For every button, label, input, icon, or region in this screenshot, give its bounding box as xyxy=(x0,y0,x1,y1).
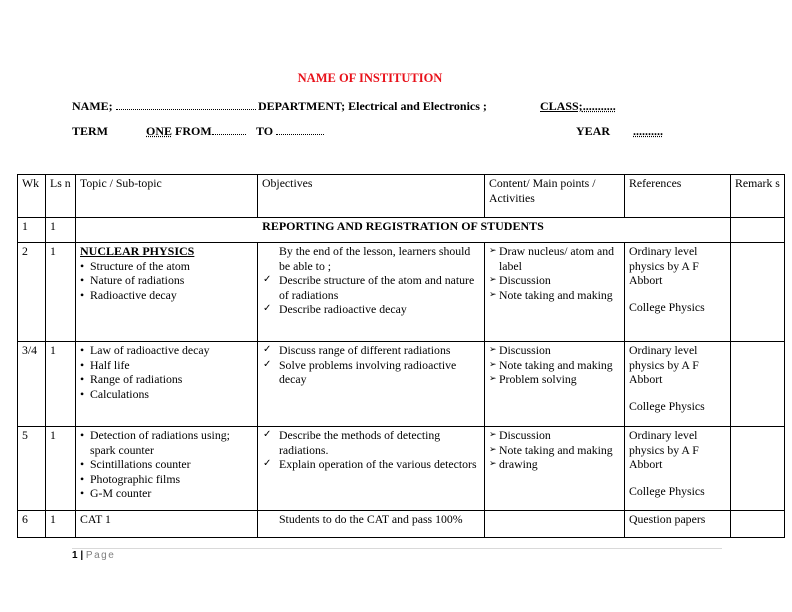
reference-main: Ordinary level physics by A F Abbort xyxy=(629,244,699,288)
list-item-text: Detection of radiations using; spark counter xyxy=(90,428,230,457)
objective-intro: By the end of the lesson, learners should be able to ; xyxy=(279,244,471,273)
row1-ln: 1 xyxy=(46,218,76,243)
row2-topic xyxy=(76,243,258,342)
header-remarks: Remark s xyxy=(731,175,785,218)
row3-ln: 1 xyxy=(46,342,76,427)
list-item: ➢ Problem solving xyxy=(489,372,620,387)
topic-list xyxy=(80,428,253,457)
from-label: FROM xyxy=(175,124,212,138)
header-ln: Ls n xyxy=(46,175,76,218)
name-dots xyxy=(116,99,256,110)
row4-ln: 1 xyxy=(46,427,76,511)
row1-banner: REPORTING AND REGISTRATION OF STUDENTS xyxy=(76,218,731,243)
row1-remarks xyxy=(731,218,785,243)
header-content: Content/ Main points / Activities xyxy=(485,175,625,218)
term-label: TERM xyxy=(72,124,108,138)
row4-objectives xyxy=(258,427,485,511)
page-footer xyxy=(72,550,115,561)
row5-ln: 1 xyxy=(46,511,76,538)
header-objectives: Objectives xyxy=(258,175,485,218)
row2-content xyxy=(485,243,625,342)
to-dots xyxy=(276,124,324,135)
term-from-field xyxy=(146,124,246,139)
list-item: ➢ Draw nucleus/ atom and label xyxy=(489,244,620,273)
list-item: ➢ Note taking and making xyxy=(489,443,620,458)
header-wk: Wk xyxy=(18,175,46,218)
list-item: • Photographic films xyxy=(90,472,253,487)
table-row xyxy=(18,243,785,342)
row3-topic xyxy=(76,342,258,427)
row4-topic xyxy=(76,427,258,511)
year-label: YEAR xyxy=(576,124,611,138)
footer-divider xyxy=(72,548,722,549)
row4-references xyxy=(625,427,731,511)
list-item: • Scintillations counter xyxy=(90,457,253,472)
list-item: ✓ Describe the methods of detecting radiations. xyxy=(262,428,480,457)
list-item: ➢ drawing xyxy=(489,457,620,472)
term-value: ONE xyxy=(146,124,173,138)
row3-wk: 3/4 xyxy=(18,342,46,427)
header-topic: Topic / Sub-topic xyxy=(76,175,258,218)
objective-list xyxy=(262,273,480,317)
row5-remarks xyxy=(731,511,785,538)
year-dots-text: .......... xyxy=(633,124,663,138)
row4-remarks xyxy=(731,427,785,511)
list-item: • Calculations xyxy=(90,387,253,402)
table-header-row xyxy=(18,175,785,218)
row5-objectives: Students to do the CAT and pass 100% xyxy=(258,511,485,538)
to-field xyxy=(256,124,324,139)
list-item: ✓ Discuss range of different radiations xyxy=(262,343,480,358)
topic-list xyxy=(80,457,253,501)
department-label: DEPARTMENT; xyxy=(258,99,346,113)
row3-objectives xyxy=(258,342,485,427)
reference-main: Ordinary level physics by A F Abbort xyxy=(629,343,699,387)
table-row xyxy=(18,511,785,538)
reference-main: Ordinary level physics by A F Abbort xyxy=(629,428,699,472)
row5-content xyxy=(485,511,625,538)
list-item: • Half life xyxy=(90,358,253,373)
list-item: ✓ Solve problems involving radioactive decay xyxy=(262,358,480,387)
list-item: • Range of radiations xyxy=(90,372,253,387)
row2-references xyxy=(625,243,731,342)
topic-heading: NUCLEAR PHYSICS xyxy=(80,244,195,258)
table-row xyxy=(18,427,785,511)
list-item: ➢ Discussion xyxy=(489,343,620,358)
row2-remarks xyxy=(731,243,785,342)
row2-wk: 2 xyxy=(18,243,46,342)
row2-objectives xyxy=(258,243,485,342)
class-dots: ........... xyxy=(582,99,616,113)
content-list xyxy=(489,428,620,472)
row4-wk: 5 xyxy=(18,427,46,511)
row3-remarks xyxy=(731,342,785,427)
content-list xyxy=(489,244,620,302)
row4-content xyxy=(485,427,625,511)
row2-ln: 1 xyxy=(46,243,76,342)
table-row xyxy=(18,218,785,243)
table-row xyxy=(18,342,785,427)
list-item: • Radioactive decay xyxy=(90,288,253,303)
list-item: • G-M counter xyxy=(90,486,253,501)
list-item: ➢ Discussion xyxy=(489,428,620,443)
to-label: TO xyxy=(256,124,274,138)
reference-extra: College Physics xyxy=(629,398,705,413)
class-field xyxy=(540,99,616,114)
topic-list xyxy=(80,343,253,401)
content-list xyxy=(489,343,620,387)
row1-wk: 1 xyxy=(18,218,46,243)
list-item: ➢ Note taking and making xyxy=(489,288,620,303)
department-value: Electrical and Electronics ; xyxy=(348,99,487,113)
list-item: • Law of radioactive decay xyxy=(90,343,253,358)
department-field xyxy=(258,99,487,114)
objective-list xyxy=(262,428,480,472)
list-item: • Structure of the atom xyxy=(90,259,253,274)
row5-topic: CAT 1 xyxy=(76,511,258,538)
page-label: Page xyxy=(85,550,116,561)
list-item: ➢ Discussion xyxy=(489,273,620,288)
scheme-of-work-table xyxy=(17,174,785,538)
year-dots xyxy=(633,124,663,139)
list-item: ➢ Note taking and making xyxy=(489,358,620,373)
name-label: NAME; xyxy=(72,99,113,113)
institution-title: NAME OF INSTITUTION xyxy=(297,71,443,85)
row5-wk: 6 xyxy=(18,511,46,538)
list-item: ✓ Explain operation of the various detectors xyxy=(262,457,480,472)
list-item: ✓ Describe structure of the atom and nature of radiations xyxy=(262,273,480,302)
class-label: CLASS; xyxy=(540,99,583,113)
topic-list xyxy=(80,259,253,303)
list-item: ✓ Describe radioactive decay xyxy=(262,302,480,317)
page-separator: | xyxy=(77,550,86,561)
reference-extra: College Physics xyxy=(629,299,705,314)
row3-references xyxy=(625,342,731,427)
from-dots xyxy=(212,124,246,135)
list-item: • Nature of radiations xyxy=(90,273,253,288)
header-references: References xyxy=(625,175,731,218)
page-number: 1 xyxy=(72,550,78,561)
objective-list xyxy=(262,343,480,387)
reference-extra: College Physics xyxy=(629,483,705,498)
row3-content xyxy=(485,342,625,427)
list-item: • • Detection of radiations using; spark counter xyxy=(80,428,253,457)
row5-references: Question papers xyxy=(625,511,731,538)
name-field xyxy=(72,99,256,114)
